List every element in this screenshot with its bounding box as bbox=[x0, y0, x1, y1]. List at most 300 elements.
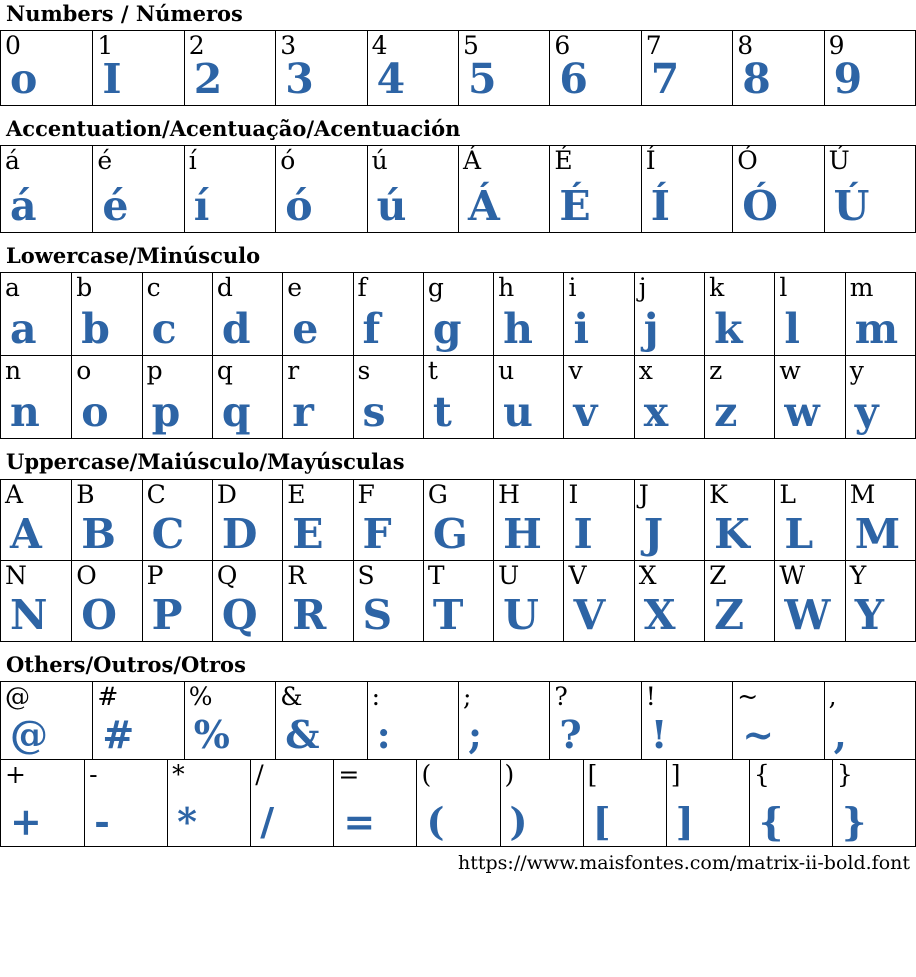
glyph-cell bbox=[212, 480, 282, 560]
specimen-glyph: / bbox=[260, 798, 275, 844]
specimen-glyph: u bbox=[503, 388, 533, 437]
specimen-glyph: w bbox=[784, 388, 820, 437]
reference-char: u bbox=[498, 356, 515, 386]
glyph-cell bbox=[774, 561, 844, 641]
specimen-glyph: & bbox=[285, 711, 320, 757]
reference-char: M bbox=[849, 479, 876, 509]
glyph-cell bbox=[1, 31, 92, 105]
specimen-glyph: y bbox=[854, 388, 879, 437]
glyph-cell bbox=[250, 760, 333, 846]
reference-char: 3 bbox=[280, 31, 297, 61]
specimen-glyph: Ú bbox=[833, 182, 870, 231]
specimen-glyph: S bbox=[362, 590, 393, 639]
reference-char: h bbox=[498, 273, 515, 303]
reference-char: 5 bbox=[463, 31, 479, 61]
reference-char: f bbox=[357, 273, 367, 303]
glyph-cell bbox=[142, 561, 212, 641]
glyph-cell bbox=[282, 356, 352, 438]
glyph-cell bbox=[824, 31, 915, 105]
glyph-cell bbox=[824, 146, 915, 232]
specimen-glyph: c bbox=[151, 305, 177, 354]
reference-char: A bbox=[5, 479, 24, 509]
specimen-glyph: = bbox=[343, 798, 376, 844]
specimen-glyph: # bbox=[102, 711, 135, 757]
specimen-glyph: C bbox=[151, 509, 185, 558]
reference-char: ~ bbox=[737, 681, 759, 711]
reference-char: : bbox=[371, 681, 381, 711]
specimen-glyph: l bbox=[784, 305, 800, 354]
specimen-glyph: M bbox=[854, 509, 901, 558]
specimen-glyph: v bbox=[573, 388, 598, 437]
glyph-cell bbox=[549, 146, 640, 232]
specimen-glyph: i bbox=[573, 305, 590, 354]
glyph-cell bbox=[212, 356, 282, 438]
glyph-cell bbox=[1, 682, 92, 759]
glyph-section-accents bbox=[0, 117, 916, 233]
glyph-cell bbox=[71, 480, 141, 560]
glyph-cell bbox=[92, 146, 183, 232]
reference-char: + bbox=[5, 759, 26, 789]
glyph-cell bbox=[563, 561, 633, 641]
reference-char: Ú bbox=[828, 146, 850, 176]
glyph-cell bbox=[845, 273, 915, 355]
glyph-cell bbox=[704, 561, 774, 641]
specimen-glyph: Á bbox=[468, 182, 500, 231]
specimen-glyph: ; bbox=[468, 711, 483, 757]
reference-char: - bbox=[89, 759, 98, 789]
glyph-cell bbox=[549, 31, 640, 105]
glyph-cell bbox=[1, 356, 71, 438]
reference-char: S bbox=[357, 560, 375, 590]
specimen-glyph: 4 bbox=[376, 55, 406, 104]
specimen-glyph: 9 bbox=[833, 55, 863, 104]
glyph-cell bbox=[167, 760, 250, 846]
glyph-cell bbox=[563, 273, 633, 355]
specimen-glyph: o bbox=[81, 388, 109, 437]
glyph-cell bbox=[212, 561, 282, 641]
reference-char: É bbox=[554, 146, 573, 176]
glyph-cell bbox=[367, 682, 458, 759]
reference-char: 4 bbox=[371, 31, 388, 61]
glyph-table bbox=[0, 272, 916, 439]
reference-char: z bbox=[709, 356, 723, 386]
reference-char: x bbox=[638, 356, 653, 386]
reference-char: 0 bbox=[5, 31, 21, 61]
glyph-section-numbers bbox=[0, 2, 916, 106]
glyph-cell bbox=[184, 146, 275, 232]
glyph-cell bbox=[367, 146, 458, 232]
specimen-glyph: ( bbox=[426, 798, 445, 844]
glyph-cell bbox=[493, 561, 563, 641]
reference-char: H bbox=[498, 479, 520, 509]
glyph-row bbox=[0, 759, 916, 847]
specimen-glyph: T bbox=[432, 590, 464, 639]
glyph-cell bbox=[353, 561, 423, 641]
glyph-cell bbox=[282, 273, 352, 355]
reference-char: 9 bbox=[828, 31, 845, 61]
reference-char: D bbox=[216, 479, 237, 509]
reference-char: O bbox=[76, 560, 97, 590]
glyph-cell bbox=[634, 356, 704, 438]
reference-char: % bbox=[188, 681, 213, 711]
reference-char: y bbox=[849, 356, 864, 386]
glyph-cell bbox=[212, 273, 282, 355]
reference-char: Q bbox=[216, 560, 238, 590]
specimen-glyph: , bbox=[833, 711, 847, 757]
reference-char: 8 bbox=[737, 31, 754, 61]
specimen-glyph: B bbox=[81, 509, 116, 558]
glyph-cell bbox=[1, 480, 71, 560]
specimen-glyph: o bbox=[10, 55, 38, 104]
specimen-glyph: L bbox=[784, 509, 814, 558]
font-specimen-page bbox=[0, 2, 916, 874]
glyph-cell bbox=[845, 356, 915, 438]
reference-char: } bbox=[836, 759, 853, 789]
reference-char: I bbox=[568, 479, 579, 509]
reference-char: = bbox=[338, 759, 360, 789]
specimen-glyph: Y bbox=[854, 590, 884, 639]
specimen-glyph: R bbox=[292, 590, 327, 639]
reference-char: J bbox=[638, 479, 649, 509]
specimen-glyph: Z bbox=[714, 590, 744, 639]
glyph-cell bbox=[732, 31, 823, 105]
specimen-glyph: ] bbox=[675, 798, 694, 844]
reference-char: ? bbox=[554, 681, 568, 711]
specimen-glyph: d bbox=[221, 305, 251, 354]
reference-char: i bbox=[568, 273, 577, 303]
reference-char: C bbox=[146, 479, 166, 509]
reference-char: 1 bbox=[97, 31, 114, 61]
glyph-cell bbox=[142, 480, 212, 560]
reference-char: * bbox=[172, 759, 185, 789]
reference-char: Á bbox=[463, 146, 482, 176]
specimen-glyph: V bbox=[573, 590, 606, 639]
glyph-cell bbox=[282, 480, 352, 560]
reference-char: & bbox=[280, 681, 303, 711]
glyph-cell bbox=[275, 146, 366, 232]
glyph-cell bbox=[1, 273, 71, 355]
glyph-row bbox=[0, 145, 916, 233]
specimen-glyph: Í bbox=[650, 182, 670, 231]
reference-char: d bbox=[216, 273, 233, 303]
glyph-cell bbox=[184, 31, 275, 105]
specimen-sections bbox=[0, 2, 916, 847]
glyph-cell bbox=[666, 760, 749, 846]
specimen-glyph: % bbox=[193, 711, 230, 757]
reference-char: P bbox=[146, 560, 164, 590]
glyph-cell bbox=[458, 31, 549, 105]
specimen-glyph: n bbox=[10, 388, 40, 437]
reference-char: w bbox=[779, 356, 801, 386]
reference-char: l bbox=[779, 273, 788, 303]
reference-char: 6 bbox=[554, 31, 571, 61]
glyph-cell bbox=[423, 561, 493, 641]
glyph-cell bbox=[333, 760, 416, 846]
reference-char: r bbox=[287, 356, 300, 386]
glyph-cell bbox=[367, 31, 458, 105]
reference-char: R bbox=[287, 560, 307, 590]
reference-char: b bbox=[76, 273, 93, 303]
reference-char: ( bbox=[421, 759, 432, 789]
specimen-glyph: ú bbox=[376, 182, 407, 231]
glyph-cell bbox=[704, 356, 774, 438]
specimen-glyph: E bbox=[292, 509, 324, 558]
glyph-cell bbox=[458, 682, 549, 759]
glyph-cell bbox=[832, 760, 915, 846]
glyph-cell bbox=[634, 480, 704, 560]
glyph-cell bbox=[423, 356, 493, 438]
glyph-cell bbox=[549, 682, 640, 759]
glyph-cell bbox=[71, 273, 141, 355]
glyph-section-uppercase bbox=[0, 450, 916, 641]
reference-char: c bbox=[146, 273, 161, 303]
reference-char: U bbox=[498, 560, 520, 590]
specimen-glyph: ~ bbox=[742, 711, 775, 757]
section-title: Numbers / Números bbox=[6, 1, 243, 26]
specimen-glyph: K bbox=[714, 509, 750, 558]
specimen-glyph: [ bbox=[592, 798, 611, 844]
reference-char: 2 bbox=[188, 31, 205, 61]
specimen-glyph: 6 bbox=[559, 55, 588, 104]
glyph-cell bbox=[416, 760, 499, 846]
glyph-cell bbox=[704, 480, 774, 560]
specimen-glyph: g bbox=[432, 305, 462, 354]
glyph-cell bbox=[458, 146, 549, 232]
glyph-table bbox=[0, 30, 916, 106]
glyph-row bbox=[0, 560, 916, 642]
glyph-cell bbox=[774, 273, 844, 355]
glyph-cell bbox=[641, 146, 732, 232]
reference-char: j bbox=[638, 273, 647, 303]
glyph-cell bbox=[493, 480, 563, 560]
reference-char: ú bbox=[371, 146, 388, 176]
glyph-cell bbox=[493, 356, 563, 438]
specimen-glyph: H bbox=[503, 509, 542, 558]
specimen-glyph: W bbox=[784, 590, 831, 639]
section-title: Accentuation/Acentuação/Acentuación bbox=[6, 116, 461, 142]
specimen-glyph: O bbox=[81, 590, 118, 639]
glyph-cell bbox=[732, 146, 823, 232]
reference-char: o bbox=[76, 356, 92, 386]
reference-char: ) bbox=[504, 759, 515, 789]
reference-char: ; bbox=[463, 681, 472, 711]
glyph-row bbox=[0, 272, 916, 356]
specimen-glyph: : bbox=[376, 711, 391, 757]
glyph-cell bbox=[824, 682, 915, 759]
reference-char: m bbox=[849, 273, 874, 303]
glyph-cell bbox=[563, 356, 633, 438]
specimen-glyph: * bbox=[177, 798, 198, 844]
reference-char: / bbox=[255, 759, 264, 789]
glyph-cell bbox=[732, 682, 823, 759]
specimen-glyph: Ó bbox=[742, 182, 778, 231]
reference-char: E bbox=[287, 479, 306, 509]
reference-char: 7 bbox=[645, 31, 662, 61]
specimen-glyph: 3 bbox=[285, 55, 314, 104]
specimen-glyph: x bbox=[643, 388, 669, 437]
glyph-cell bbox=[71, 561, 141, 641]
specimen-glyph: U bbox=[503, 590, 539, 639]
specimen-glyph: J bbox=[643, 509, 664, 558]
reference-char: K bbox=[709, 479, 728, 509]
reference-char: a bbox=[5, 273, 20, 303]
glyph-cell bbox=[749, 760, 832, 846]
specimen-glyph: P bbox=[151, 590, 183, 639]
specimen-glyph: f bbox=[362, 305, 381, 354]
specimen-glyph: ? bbox=[559, 711, 582, 757]
glyph-cell bbox=[275, 682, 366, 759]
specimen-glyph: k bbox=[714, 305, 743, 354]
section-title: Others/Outros/Otros bbox=[6, 651, 246, 677]
glyph-cell bbox=[845, 480, 915, 560]
reference-char: é bbox=[97, 146, 113, 176]
reference-char: e bbox=[287, 273, 303, 303]
reference-char: ! bbox=[645, 681, 656, 711]
glyph-cell bbox=[583, 760, 666, 846]
glyph-cell bbox=[634, 561, 704, 641]
glyph-row bbox=[0, 355, 916, 439]
specimen-glyph: 7 bbox=[650, 55, 680, 104]
reference-char: n bbox=[5, 356, 22, 386]
glyph-cell bbox=[1, 561, 71, 641]
specimen-glyph: q bbox=[221, 388, 251, 437]
specimen-glyph: + bbox=[10, 798, 42, 844]
specimen-glyph: { bbox=[758, 798, 784, 844]
specimen-glyph: e bbox=[292, 305, 319, 354]
specimen-glyph: N bbox=[10, 590, 48, 639]
source-url: https://www.maisfontes.com/matrix-ii-bold.font bbox=[458, 851, 910, 874]
glyph-cell bbox=[71, 356, 141, 438]
specimen-glyph: X bbox=[643, 590, 676, 639]
glyph-cell bbox=[774, 356, 844, 438]
glyph-section-others bbox=[0, 653, 916, 847]
reference-char: k bbox=[709, 273, 725, 303]
glyph-cell bbox=[774, 480, 844, 560]
reference-char: { bbox=[753, 759, 770, 789]
reference-char: @ bbox=[5, 681, 30, 711]
specimen-glyph: p bbox=[151, 388, 181, 437]
glyph-cell bbox=[353, 356, 423, 438]
reference-char: # bbox=[97, 681, 119, 711]
reference-char: T bbox=[427, 560, 445, 590]
specimen-glyph: a bbox=[10, 305, 37, 354]
specimen-glyph: G bbox=[432, 509, 468, 558]
glyph-cell bbox=[493, 273, 563, 355]
reference-char: á bbox=[5, 146, 20, 176]
reference-char: v bbox=[568, 356, 583, 386]
specimen-glyph: Q bbox=[221, 590, 258, 639]
glyph-cell bbox=[641, 31, 732, 105]
specimen-glyph: b bbox=[81, 305, 110, 354]
specimen-glyph: D bbox=[221, 509, 258, 558]
glyph-cell bbox=[845, 561, 915, 641]
specimen-glyph: á bbox=[10, 182, 37, 231]
specimen-glyph: 8 bbox=[742, 55, 771, 104]
specimen-glyph: ó bbox=[285, 182, 313, 231]
glyph-cell bbox=[1, 760, 84, 846]
specimen-glyph: s bbox=[362, 388, 386, 437]
specimen-glyph: A bbox=[10, 509, 42, 558]
glyph-cell bbox=[353, 273, 423, 355]
glyph-cell bbox=[641, 682, 732, 759]
reference-char: Í bbox=[645, 146, 656, 176]
reference-char: [ bbox=[587, 759, 598, 789]
reference-char: ó bbox=[280, 146, 296, 176]
reference-char: Y bbox=[849, 560, 867, 590]
reference-char: F bbox=[357, 479, 375, 509]
specimen-glyph: z bbox=[714, 388, 738, 437]
specimen-glyph: É bbox=[559, 182, 591, 231]
specimen-glyph: I bbox=[573, 509, 593, 558]
glyph-cell bbox=[275, 31, 366, 105]
specimen-glyph: F bbox=[362, 509, 392, 558]
glyph-row bbox=[0, 479, 916, 561]
reference-char: X bbox=[638, 560, 657, 590]
reference-char: q bbox=[216, 356, 233, 386]
reference-char: s bbox=[357, 356, 371, 386]
reference-char: L bbox=[779, 479, 796, 509]
glyph-cell bbox=[142, 356, 212, 438]
glyph-cell bbox=[1, 146, 92, 232]
reference-char: ] bbox=[670, 759, 681, 789]
glyph-table bbox=[0, 479, 916, 642]
specimen-glyph: ) bbox=[509, 798, 528, 844]
glyph-cell bbox=[184, 682, 275, 759]
glyph-cell bbox=[423, 273, 493, 355]
specimen-glyph: t bbox=[432, 388, 452, 437]
reference-char: t bbox=[427, 356, 438, 386]
glyph-section-lowercase bbox=[0, 244, 916, 439]
reference-char: W bbox=[779, 560, 806, 590]
specimen-glyph: m bbox=[854, 305, 899, 354]
specimen-glyph: í bbox=[193, 182, 210, 231]
specimen-glyph: j bbox=[643, 305, 659, 354]
glyph-row bbox=[0, 681, 916, 760]
reference-char: í bbox=[188, 146, 197, 176]
reference-char: Ó bbox=[737, 146, 758, 176]
glyph-cell bbox=[563, 480, 633, 560]
reference-char: G bbox=[427, 479, 448, 509]
specimen-glyph: I bbox=[102, 55, 122, 104]
reference-char: , bbox=[828, 681, 837, 711]
specimen-glyph: 5 bbox=[468, 55, 497, 104]
specimen-glyph: é bbox=[102, 182, 129, 231]
specimen-glyph: @ bbox=[10, 711, 48, 757]
glyph-table bbox=[0, 145, 916, 233]
glyph-table bbox=[0, 681, 916, 847]
specimen-glyph: 2 bbox=[193, 55, 223, 104]
glyph-cell bbox=[704, 273, 774, 355]
specimen-glyph: r bbox=[292, 388, 314, 437]
glyph-cell bbox=[634, 273, 704, 355]
glyph-cell bbox=[92, 31, 183, 105]
specimen-glyph: ! bbox=[650, 711, 668, 757]
reference-char: N bbox=[5, 560, 27, 590]
specimen-glyph: } bbox=[841, 798, 867, 844]
glyph-cell bbox=[142, 273, 212, 355]
section-title: Lowercase/Minúsculo bbox=[6, 243, 261, 269]
glyph-cell bbox=[92, 682, 183, 759]
reference-char: Z bbox=[709, 560, 727, 590]
reference-char: V bbox=[568, 560, 587, 590]
section-title: Uppercase/Maiúsculo/Mayúsculas bbox=[6, 449, 405, 475]
glyph-cell bbox=[500, 760, 583, 846]
glyph-cell bbox=[353, 480, 423, 560]
glyph-cell bbox=[84, 760, 167, 846]
specimen-glyph: - bbox=[94, 798, 110, 844]
reference-char: B bbox=[76, 479, 95, 509]
glyph-row bbox=[0, 30, 916, 106]
